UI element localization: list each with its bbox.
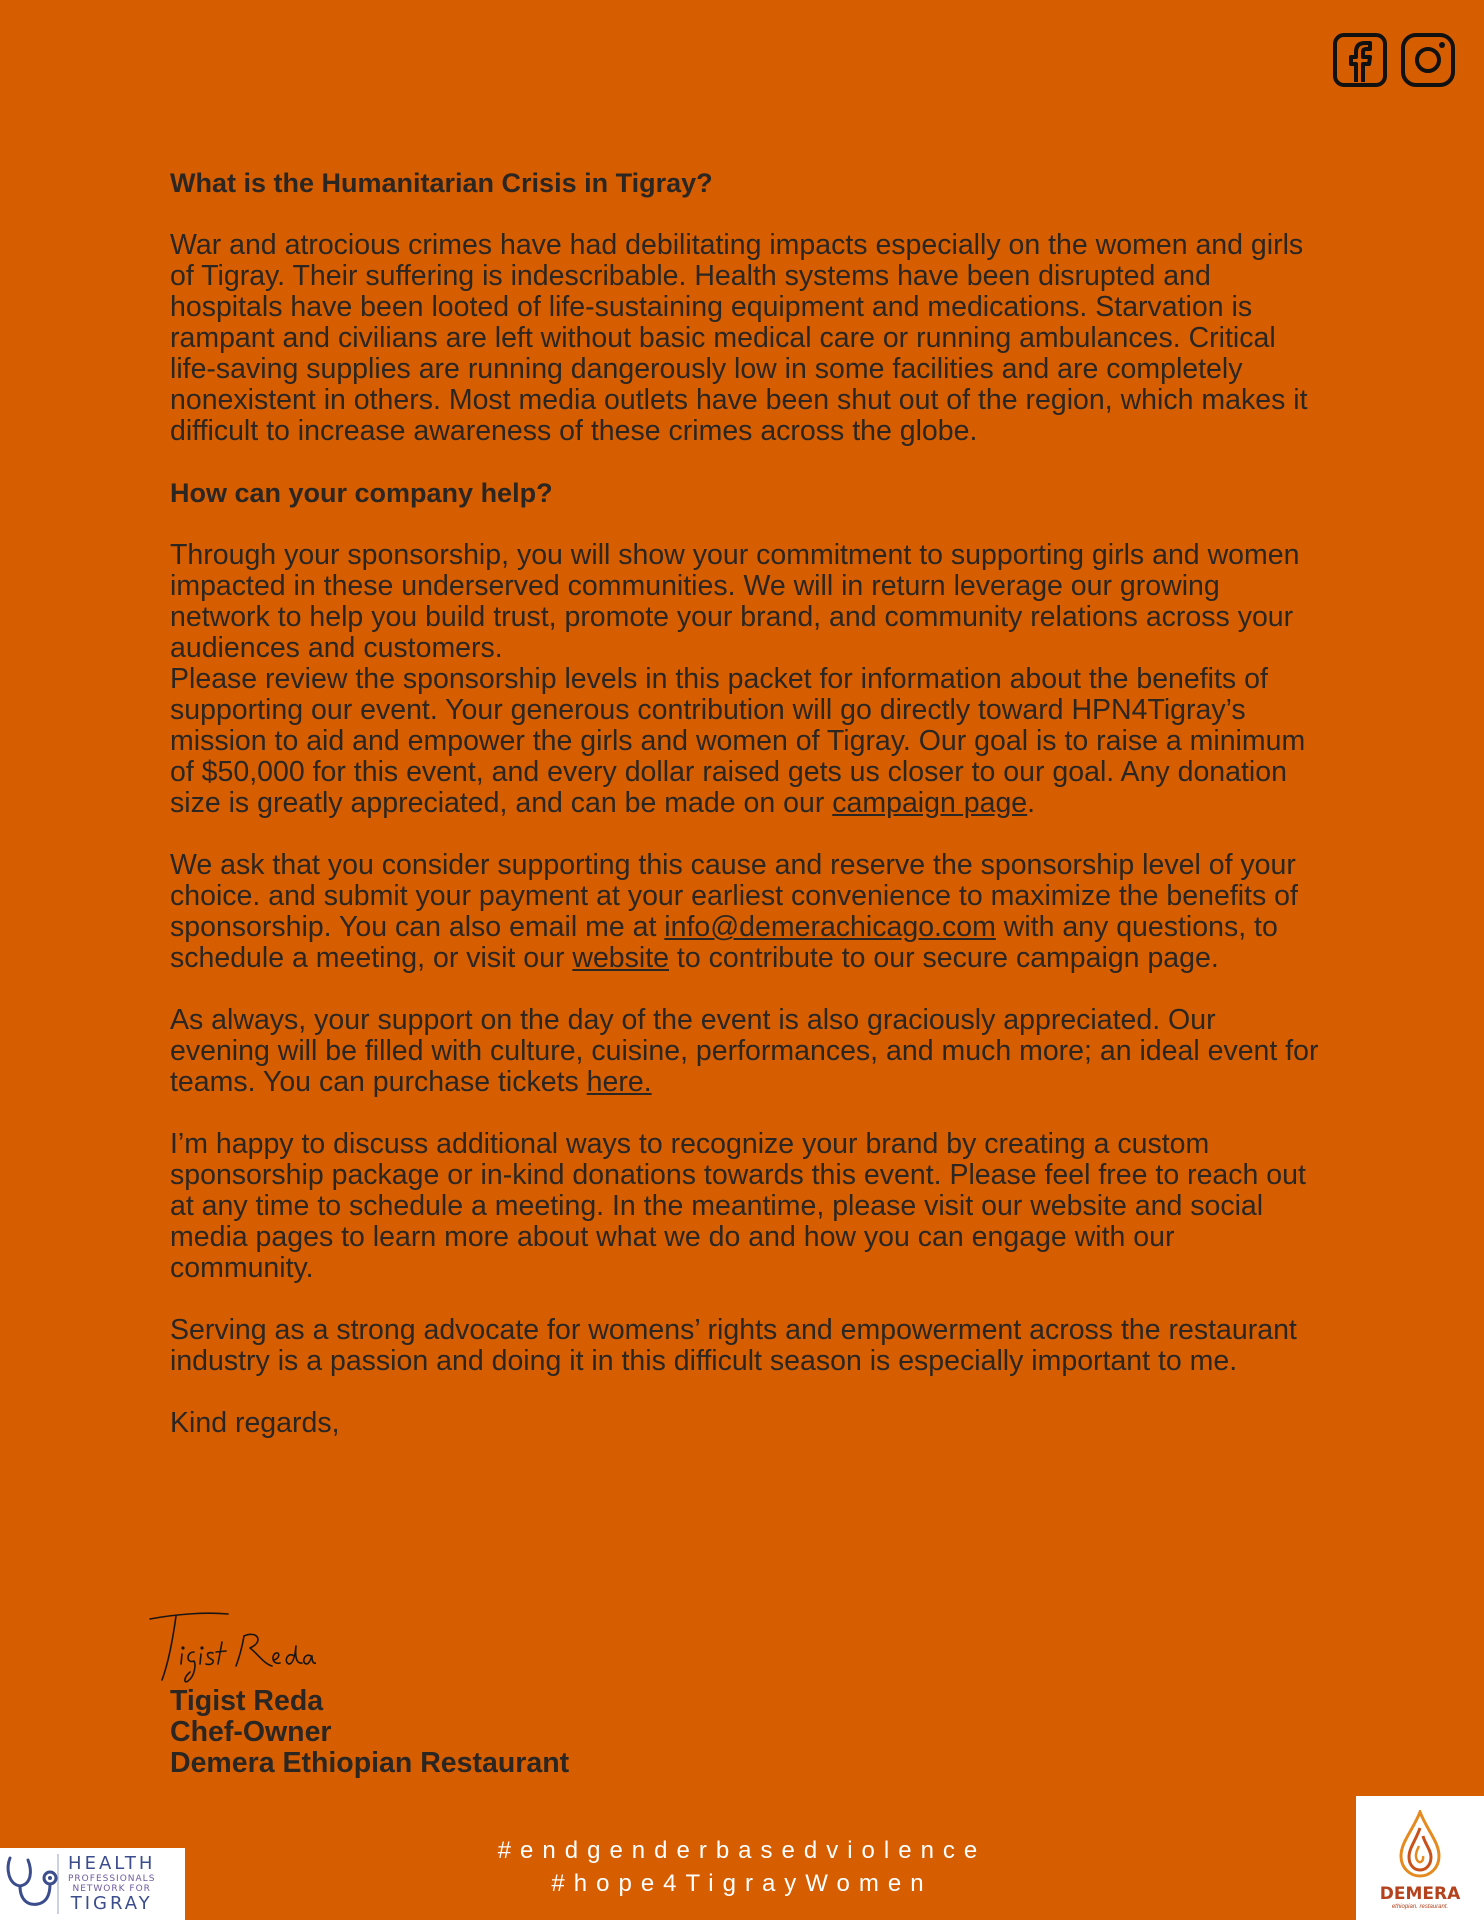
ask-text-middle: with any questions, to schedule a meeting, or visit our [170, 911, 1278, 974]
closing-line: Kind regards, [170, 1407, 340, 1439]
campaign-page-link[interactable]: campaign page [832, 787, 1028, 819]
donation-text-end: . [1027, 787, 1036, 819]
facebook-icon[interactable] [1332, 32, 1388, 88]
ask-paragraph [170, 850, 1320, 974]
sponsorship-paragraph: Through your sponsorship, you will show your commitment to supporting girls and women impacted in these underserved communities. We will in return leverage our growing network to help you build trust, promote your brand, and community relations across your audiences and customers. [170, 539, 1300, 664]
handwritten-signature [146, 1606, 316, 1688]
hpn-line-health: HEALTH [68, 1853, 156, 1874]
signature-block [170, 1686, 569, 1779]
donation-text: Please review the sponsorship levels in this packet for information about the benefits of supporting our event. Your generous contribution will go directly toward HPN4Tigray’s mission to aid and empower the girls and women of Tigray. Our goal is to raise a minimum of $50,000 for this event, and every dollar raised gets us closer to our goal. Any donation size is greatly appreciated, and can be made on our [170, 663, 1306, 819]
signer-organization: Demera Ethiopian Restaurant [170, 1747, 570, 1779]
help-heading: How can your company help? [170, 478, 553, 508]
social-icons [1332, 32, 1456, 88]
hashtag-endgenderbasedviolence: #endgenderbasedviolence [497, 1837, 987, 1864]
instagram-icon[interactable] [1400, 32, 1456, 88]
advocate-paragraph: Serving as a strong advocate for womens’ rights and empowerment across the restaurant industry is a passion and doing it in this difficult season is especially important to me. [170, 1314, 1297, 1377]
tickets-link[interactable]: here. [586, 1066, 652, 1098]
hpn-line-professionals: PROFESSIONALS [68, 1874, 156, 1884]
demera-wordmark: DEMERA [1379, 1884, 1461, 1904]
hpn4tigray-logo [0, 1848, 185, 1920]
flame-drop-icon [1395, 1810, 1445, 1880]
signer-title: Chef-Owner [170, 1716, 332, 1748]
email-link[interactable]: info@demerachicago.com [664, 911, 996, 943]
event-paragraph [170, 1005, 1320, 1098]
crisis-heading: What is the Humanitarian Crisis in Tigray? [170, 168, 713, 198]
hashtag-hope4tigraywomen: #hope4TigrayWomen [551, 1870, 933, 1897]
ask-text: We ask that you consider supporting this cause and reserve the sponsorship level of your choice. and submit your payment at your earliest convenience to maximize the benefits of sponsorship. You can also email me at [170, 849, 1298, 943]
crisis-paragraph: War and atrocious crimes have had debilitating impacts especially on the women and girls of Tigray. Their suffering is indescribable. Health systems have been disrupted and hospitals have been looted of life-sustaining equipment and medications. Starvation is rampant and civilians are left without basic medical care or running ambulances. Critical life-saving supplies are running dangerously low in some facilities and are completely nonexistent in others. Most media outlets have been shut out of the region, which makes it difficult to increase awareness of these crimes across the globe. [170, 229, 1308, 447]
demera-logo [1356, 1796, 1484, 1920]
ask-text-end: to contribute to our secure campaign page. [669, 942, 1219, 974]
stethoscope-icon [4, 1854, 62, 1914]
hpn-wordmark [68, 1854, 155, 1914]
hpn-line-tigray: TIGRAY [70, 1893, 153, 1914]
website-link[interactable]: website [572, 942, 670, 974]
event-text: As always, your support on the day of the event is also graciously appreciated. Our evening will be filled with culture, cuisine, performances, and much more; an ideal event for teams. You can purchase tickets [170, 1004, 1319, 1098]
signer-name: Tigist Reda [170, 1685, 324, 1717]
donation-paragraph [170, 664, 1320, 819]
hashtags [0, 1834, 1484, 1900]
demera-tagline: ethiopian. restaurant. [1391, 1904, 1449, 1910]
custom-package-paragraph: I’m happy to discuss additional ways to recognize your brand by creating a custom sponsorship package or in-kind donations towards this event. Please feel free to reach out at any time to schedule a meeting. In the meantime, please visit our website and social media pages to learn more about what we do and how you can engage with our community. [170, 1128, 1306, 1284]
letter-body [170, 168, 1320, 1470]
hpn-line-network: NETWORK FOR [72, 1884, 151, 1894]
